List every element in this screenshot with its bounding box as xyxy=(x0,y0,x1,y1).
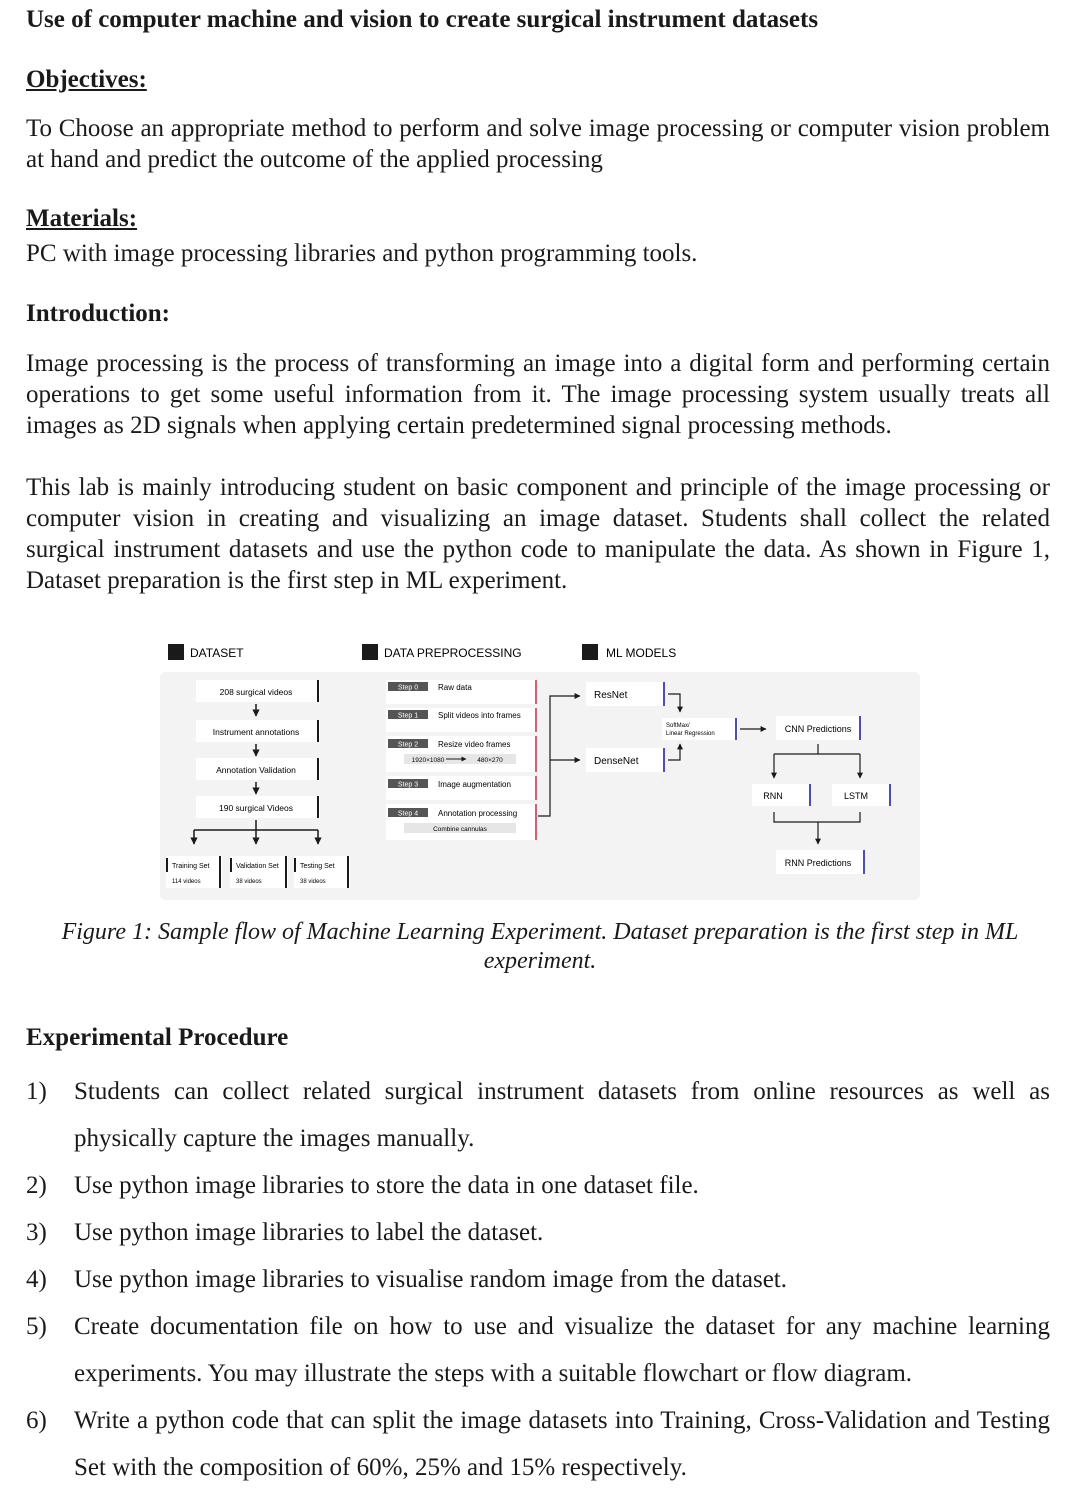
svg-text:480×270: 480×270 xyxy=(477,757,503,764)
split-training-set xyxy=(166,856,222,888)
prep-step-3 xyxy=(386,776,536,800)
procedure-step-6 xyxy=(26,1397,1050,1491)
step-text: Students can collect related surgical instrument datasets from online resources as well as physically capture the images manually. xyxy=(74,1078,1050,1152)
svg-text:1920×1080: 1920×1080 xyxy=(411,757,445,764)
cnn-predictions-box xyxy=(776,716,860,740)
model-densenet xyxy=(586,748,664,772)
procedure-step-4 xyxy=(26,1256,1050,1303)
svg-text:Annotation Validation: Annotation Validation xyxy=(216,765,296,775)
svg-text:LSTM: LSTM xyxy=(843,791,869,801)
dataset-step-4 xyxy=(196,796,320,818)
introduction-paragraph-1: Image processing is the process of transforming an image into a digital form and performing certain operations to get some useful information from it. The image processing system usually treats all images as 2D signals when applying certain predetermined signal processing methods. xyxy=(26,350,1050,439)
procedure-steps-list xyxy=(26,1068,1050,1491)
figure-caption: Figure 1: Sample flow of Machine Learning Experiment. Dataset preparation is the first step in ML experiment. xyxy=(61,919,1019,974)
step-number: 3) xyxy=(26,1219,47,1246)
materials-heading: Materials: xyxy=(26,205,138,232)
document-title: Use of computer machine and vision to create surgical instrument datasets xyxy=(26,6,819,33)
svg-text:Step 1: Step 1 xyxy=(397,712,419,720)
svg-text:Split videos into frames: Split videos into frames xyxy=(438,711,521,720)
svg-text:208 surgical videos: 208 surgical videos xyxy=(219,687,293,697)
step-text: Use python image libraries to store the data in one dataset file. xyxy=(74,1172,699,1199)
svg-text:190 surgical Videos: 190 surgical Videos xyxy=(218,803,294,813)
dataset-step-3 xyxy=(196,758,320,780)
introduction-heading: Introduction: xyxy=(26,300,171,327)
rnn-predictions-box xyxy=(776,850,864,874)
procedure-step-5 xyxy=(26,1303,1050,1397)
procedure-step-2 xyxy=(26,1162,1050,1209)
svg-text:Combine cannulas: Combine cannulas xyxy=(433,826,487,833)
step-text: Create documentation file on how to use and visualize the dataset for any machine learning experiments. You may illustrate the steps with a suitable flowchart or flow diagram. xyxy=(74,1313,1050,1387)
split-validation-set xyxy=(230,856,288,888)
objectives-heading: Objectives: xyxy=(26,66,147,93)
model-rnn xyxy=(752,784,810,806)
svg-text:Step 0: Step 0 xyxy=(397,684,419,692)
procedure-step-1 xyxy=(26,1068,1050,1162)
svg-text:DenseNet: DenseNet xyxy=(594,756,639,767)
svg-text:RNN: RNN xyxy=(763,791,783,801)
svg-text:Testing Set: Testing Set xyxy=(300,863,335,870)
svg-text:DATA PREPROCESSING: DATA PREPROCESSING xyxy=(384,646,522,660)
svg-text:Instrument annotations: Instrument annotations xyxy=(212,727,300,737)
svg-text:Step 3: Step 3 xyxy=(397,781,419,789)
softmax-linear-regression-box xyxy=(662,718,738,740)
step-text: Use python image libraries to label the dataset. xyxy=(74,1219,544,1246)
step-number: 4) xyxy=(26,1266,47,1293)
svg-text:Resize video frames: Resize video frames xyxy=(438,740,511,749)
section-header-dataset xyxy=(168,644,244,660)
svg-text:Validation Set: Validation Set xyxy=(236,863,279,870)
objectives-text: To Choose an appropriate method to perform and solve image processing or computer vision problem at hand and predict the outcome of the applied processing xyxy=(26,115,1050,173)
split-testing-set xyxy=(294,856,350,888)
prep-step-2 xyxy=(386,736,536,772)
svg-text:ResNet: ResNet xyxy=(594,690,628,701)
step-text: Use python image libraries to visualise random image from the dataset. xyxy=(74,1266,788,1293)
section-header-preprocessing xyxy=(362,644,522,660)
svg-text:Step 4: Step 4 xyxy=(397,810,419,818)
step-number: 1) xyxy=(26,1078,47,1105)
step-number: 5) xyxy=(26,1313,47,1340)
step-text: Write a python code that can split the image datasets into Training, Cross-Validation and Testing Set with the composition of 60%, 25% and 15% respectively. xyxy=(74,1407,1050,1481)
svg-text:Raw data: Raw data xyxy=(438,683,472,692)
prep-step-1 xyxy=(386,708,536,732)
prep-step-0 xyxy=(386,680,536,704)
svg-text:Step 2: Step 2 xyxy=(397,741,419,749)
svg-text:SoftMax/: SoftMax/ xyxy=(666,723,690,729)
dataset-step-1 xyxy=(196,680,320,702)
svg-text:Linear Regression: Linear Regression xyxy=(666,731,715,737)
svg-text:Training Set: Training Set xyxy=(172,863,210,870)
svg-text:38 videos: 38 videos xyxy=(300,879,326,885)
introduction-paragraph-2: This lab is mainly introducing student on basic component and principle of the image processing or computer vision in creating and visualizing an image dataset. Students shall collect the related surgical instrument datasets and use the python code to manipulate the data. As shown in Figure 1, Dataset preparation is the first step in ML experiment. xyxy=(26,474,1050,594)
svg-text:CNN Predictions: CNN Predictions xyxy=(784,724,852,734)
svg-text:Annotation processing: Annotation processing xyxy=(438,809,518,818)
figure-1-flow-diagram xyxy=(160,640,920,900)
svg-text:38 videos: 38 videos xyxy=(236,879,262,885)
svg-text:DATASET: DATASET xyxy=(190,646,244,660)
svg-text:Image augmentation: Image augmentation xyxy=(438,780,511,789)
procedure-heading: Experimental Procedure xyxy=(26,1024,289,1051)
model-resnet xyxy=(586,682,664,706)
model-lstm xyxy=(832,784,890,806)
section-header-ml-models xyxy=(582,644,676,660)
svg-text:RNN Predictions: RNN Predictions xyxy=(784,858,852,868)
prep-step-4 xyxy=(386,804,536,840)
materials-text: PC with image processing libraries and python programming tools. xyxy=(26,240,698,267)
svg-text:114 videos: 114 videos xyxy=(172,879,201,885)
svg-text:ML MODELS: ML MODELS xyxy=(606,646,677,660)
step-number: 6) xyxy=(26,1407,47,1434)
step-number: 2) xyxy=(26,1172,47,1199)
procedure-step-3 xyxy=(26,1209,1050,1256)
dataset-step-2 xyxy=(196,720,320,742)
